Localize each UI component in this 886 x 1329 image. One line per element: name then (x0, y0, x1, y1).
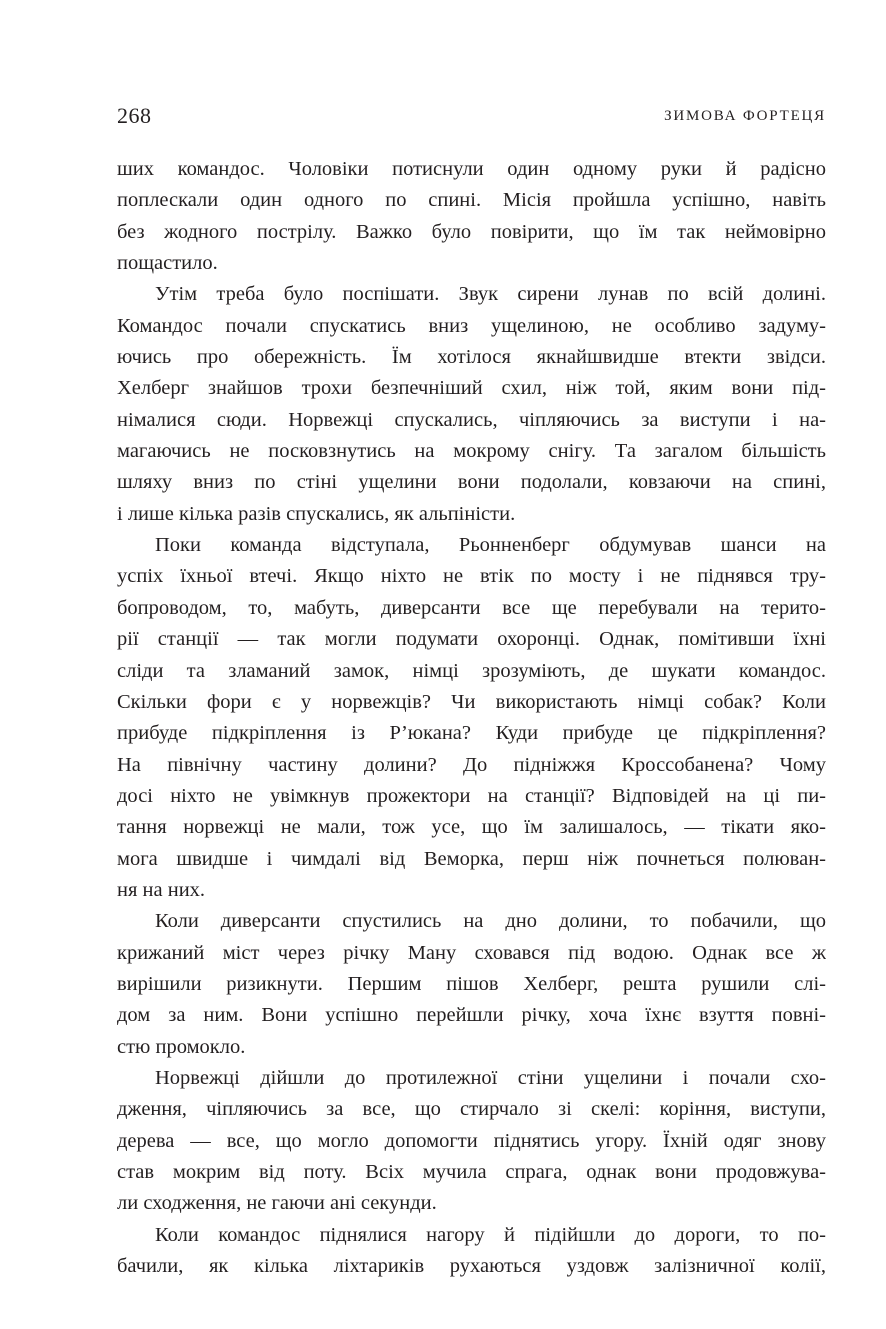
text-line: досі ніхто не увімкнув прожектори на станції? Відповідей на ці пи- (117, 784, 826, 807)
text-line: Скільки фори є у норвежців? Чи використають німці собак? Коли (117, 690, 826, 713)
running-head (117, 100, 826, 132)
text-line: ли сходження, не гаючи ані секунди. (117, 1192, 437, 1215)
text-line: тання норвежці не мали, тож усе, що їм залишалось, — тікати яко- (117, 816, 826, 839)
text-line: шляху вниз по стіні ущелини вони подолали, ковзаючи на спині, (117, 471, 826, 494)
text-line: ючись про обережність. Їм хотілося якнайшвидше втекти звідси. (117, 346, 826, 369)
text-line: пощастило. (117, 252, 218, 275)
text-line: магаючись не посковзнутись на мокрому снігу. Та загалом більшість (117, 440, 826, 463)
text-line: мога швидше і чимдалі від Веморка, перш ніж почнеться полюван- (117, 847, 826, 870)
text-line: На північну частину долини? До підніжжя Кроссобанена? Чому (117, 753, 826, 776)
text-line: бопроводом, то, мабуть, диверсанти все ще перебували на терито- (117, 596, 826, 619)
text-line: став мокрим від поту. Всіх мучила спрага, однак вони продовжува- (117, 1161, 826, 1183)
text-line: сліди та зламаний замок, німці зрозуміють, де шукати командос. (117, 659, 826, 682)
running-title: ЗИМОВА ФОРТЕЦЯ (664, 108, 826, 124)
text-line: дерева — все, що могло допомогти піднятись угору. Їхній одяг знову (117, 1129, 826, 1152)
text-line: прибуде підкріплення із Р’юкана? Куди прибуде це підкріплення? (117, 722, 826, 745)
text-line: Коли диверсанти спустились на дно долини, то побачили, що (155, 910, 826, 933)
text-line: Норвежці дійшли до протилежної стіни ущелини і почали схо- (155, 1066, 826, 1089)
text-line: крижаний міст через річку Ману сховався під водою. Однак все ж (117, 941, 826, 964)
text-line: ня на них. (117, 878, 206, 901)
text-line: вирішили ризикнути. Першим пішов Хелберг, решта рушили слі- (117, 972, 826, 995)
text-line: без жодного пострілу. Важко було повірити, що їм так неймовірно (117, 220, 826, 243)
text-line: Командос почали спускатись вниз ущелиною, не особливо задуму- (117, 314, 826, 337)
text-line: успіх їхньої втечі. Якщо ніхто не втік по мосту і не піднявся тру- (117, 565, 826, 588)
text-line: Поки команда відступала, Рьонненберг обдумував шанси на (155, 534, 826, 557)
text-line: Утім треба було поспішати. Звук сирени лунав по всій долині. (155, 283, 826, 306)
text-line: стю промокло. (117, 1035, 246, 1058)
text-line: ших командос. Чоловіки потиснули один одному руки й радісно (117, 158, 826, 180)
text-line: німалися сюди. Норвежці спускались, чіпляючись за виступи і на- (117, 408, 826, 431)
text-line: рії станції — так могли подумати охоронці. Однак, помітивши їхні (117, 628, 826, 651)
text-line: поплескали один одного по спині. Місія пройшла успішно, навіть (117, 189, 826, 212)
text-line: Коли командос піднялися нагору й підійшли до дороги, то по- (155, 1223, 826, 1246)
text-line: дом за ним. Вони успішно перейшли річку, хоча їхнє взуття повні- (117, 1004, 826, 1027)
page-number: 268 (117, 103, 152, 128)
text-line: і лише кілька разів спускались, як альпіністи. (117, 502, 516, 525)
text-line: дження, чіпляючись за все, що стирчало зі скелі: коріння, виступи, (117, 1098, 826, 1121)
text-line: бачили, як кілька ліхтариків рухаються уздовж залізничної колії, (117, 1255, 826, 1278)
text-line: Хелберг знайшов трохи безпечніший схил, ніж той, яким вони під- (117, 377, 826, 400)
body-text (117, 154, 826, 1282)
